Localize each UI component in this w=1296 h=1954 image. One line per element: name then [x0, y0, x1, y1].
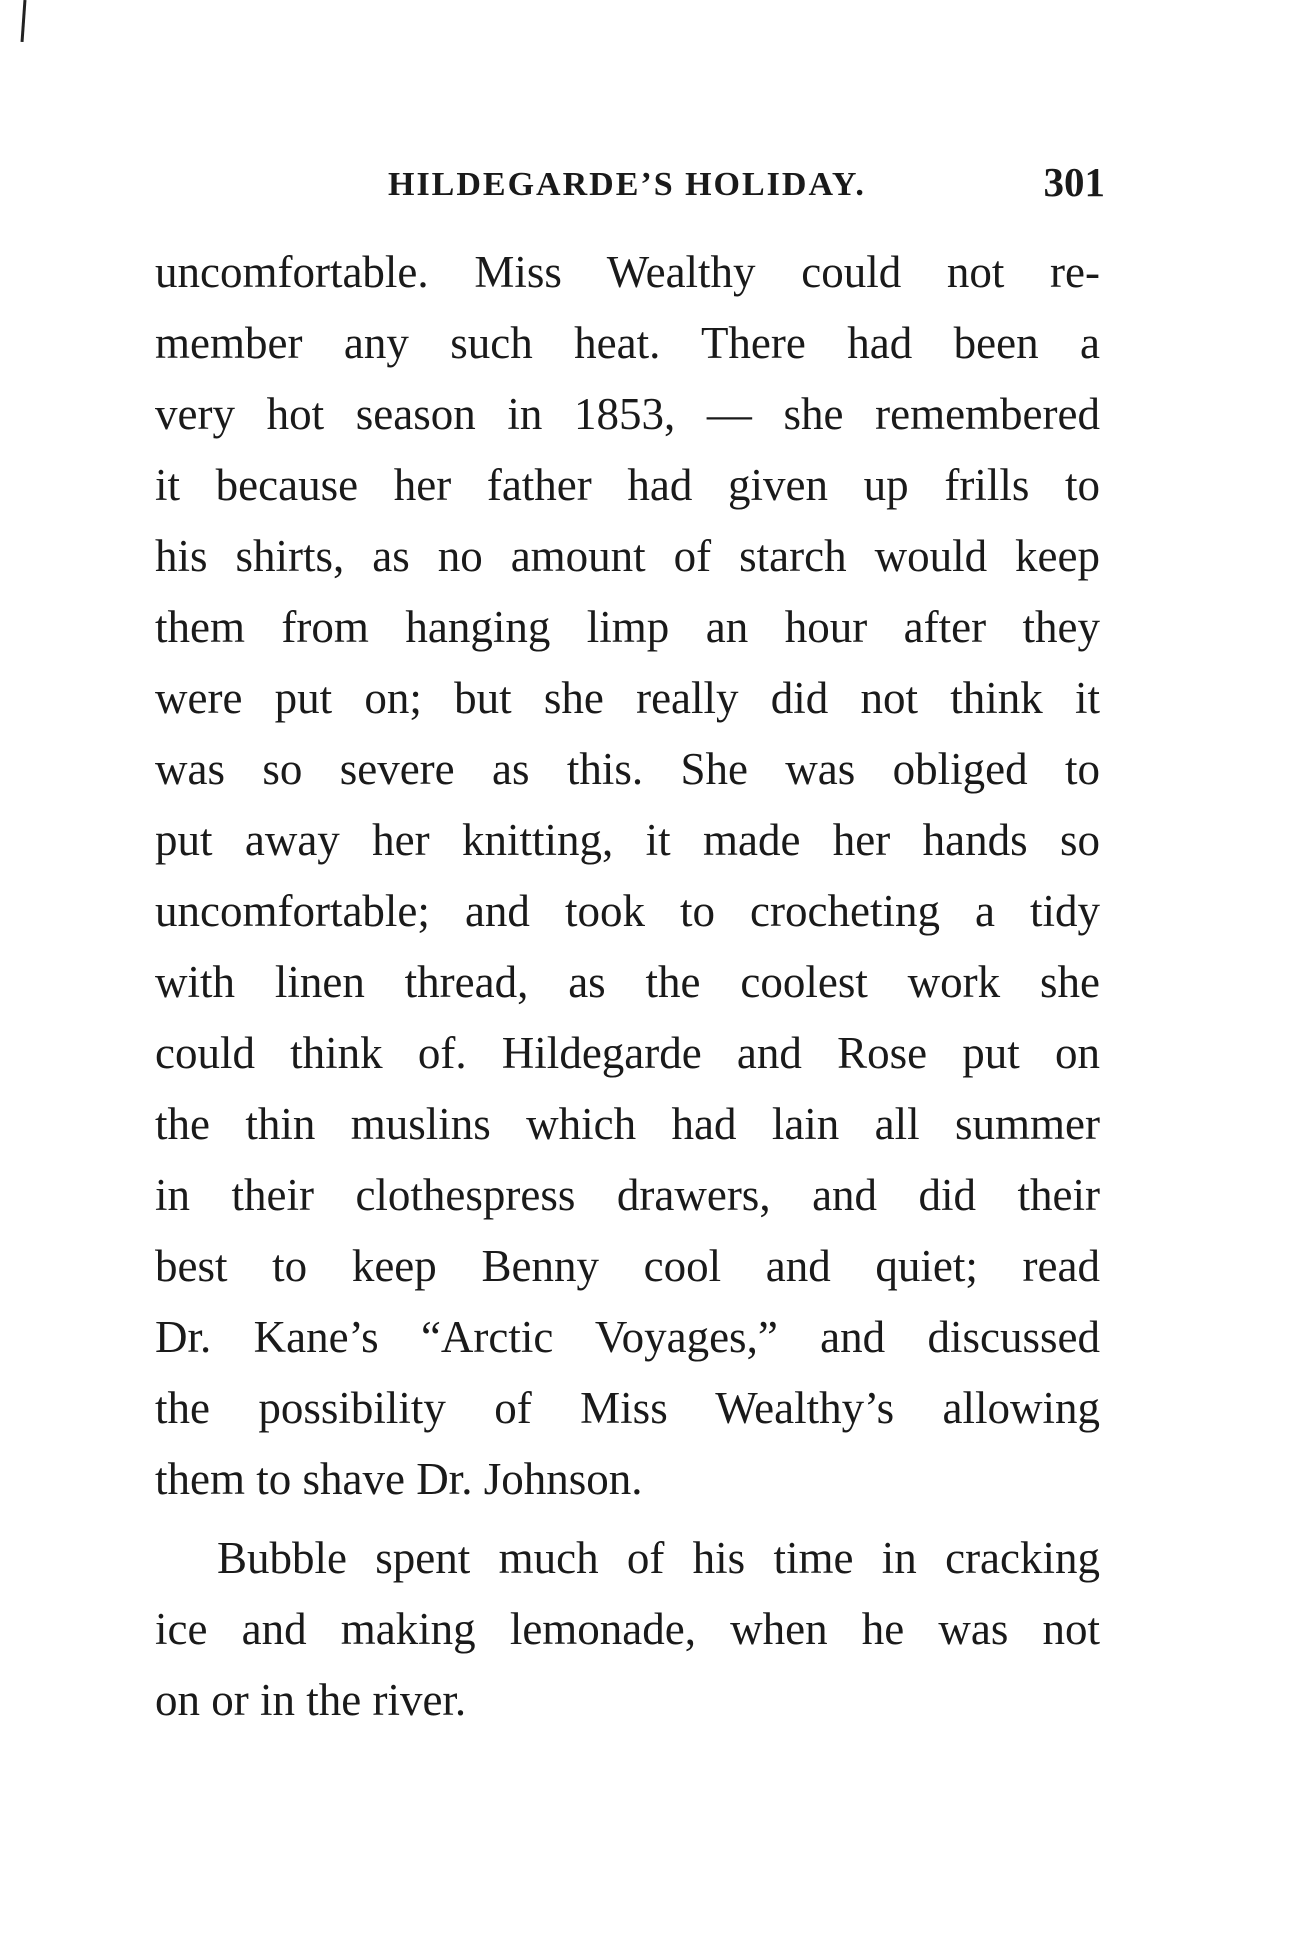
paragraph-1 — [155, 237, 1100, 1515]
body-text — [155, 237, 1100, 1736]
text-line: with linen thread, as the coolest work she — [155, 957, 1100, 1007]
text-line: Bubble spent much of his time in cracking — [217, 1533, 1100, 1583]
text-line: ice and making lemonade, when he was not — [155, 1604, 1100, 1654]
running-header — [155, 158, 1111, 218]
text-line: them from hanging limp an hour after they — [155, 602, 1100, 652]
text-line: it because her father had given up frills to — [155, 460, 1100, 510]
text-line: put away her knitting, it made her hands so — [155, 815, 1100, 865]
text-line: the possibility of Miss Wealthy’s allowing — [155, 1383, 1100, 1433]
text-line: uncomfortable. Miss Wealthy could not re- — [155, 247, 1100, 297]
page-edge-mark — [21, 0, 27, 42]
page-number: 301 — [1043, 159, 1105, 205]
text-line: in their clothespress drawers, and did their — [155, 1170, 1100, 1220]
text-line: them to shave Dr. Johnson. — [155, 1454, 643, 1504]
text-line: was so severe as this. She was obliged to — [155, 744, 1100, 794]
text-line: were put on; but she really did not think it — [155, 673, 1100, 723]
paragraph-2 — [155, 1523, 1100, 1736]
text-line: on or in the river. — [155, 1675, 467, 1725]
text-line: the thin muslins which had lain all summer — [155, 1099, 1100, 1149]
text-line: Dr. Kane’s “Arctic Voyages,” and discussed — [155, 1312, 1100, 1362]
text-line: member any such heat. There had been a — [155, 318, 1100, 368]
text-line: could think of. Hildegarde and Rose put on — [155, 1028, 1100, 1078]
text-line: his shirts, as no amount of starch would keep — [155, 531, 1100, 581]
text-line: very hot season in 1853, — she remembered — [155, 389, 1100, 439]
paragraph-gap — [155, 1515, 1100, 1523]
text-line: best to keep Benny cool and quiet; read — [155, 1241, 1100, 1291]
running-title: HILDEGARDE’S HOLIDAY. — [388, 166, 866, 203]
text-line: uncomfortable; and took to crocheting a tidy — [155, 886, 1100, 936]
